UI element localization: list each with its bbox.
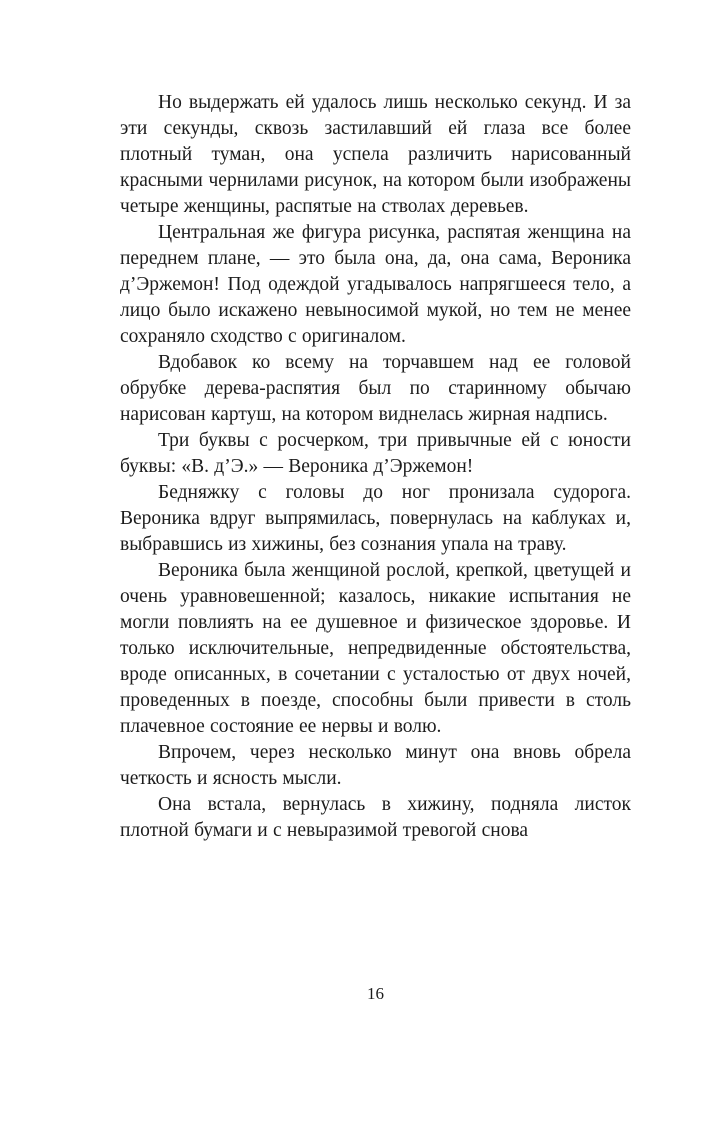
paragraph: Три буквы с росчерком, три привычные ей с юности буквы: «В. д’Э.» — Вероника д’Эржемон! [120,430,631,477]
paragraph: Вероника была женщиной рослой, крепкой, цветущей и очень уравновешенной; казалось, никакие испытания не могли повлиять на ее душевное и физическое здоровье. И только исключительные, непредвиденные обстоятельства, вроде описанных, в сочетании с усталостью от двух ночей, проведенных в поезде, способны были привести в столь плачевное состояние ее нервы и волю. [120,560,631,737]
paragraph: Но выдержать ей удалось лишь несколько секунд. И за эти секунды, сквозь застилавший ей глаза все более плотный туман, она успела различить нарисованный красными чернилами рисунок, на котором были изображены четыре женщины, распятые на стволах деревьев. [120,92,631,217]
paragraph: Впрочем, через несколько минут она вновь обрела четкость и ясность мысли. [120,742,631,789]
paragraph: Центральная же фигура рисунка, распятая женщина на переднем плане, — это была она, да, она сама, Вероника д’Эржемон! Под одеждой угадывалось напрягшееся тело, а лицо было искажено невыносимой мукой, но тем не менее сохраняло сходство с оригиналом. [120,222,631,347]
page-text [120,90,631,844]
paragraph: Вдобавок ко всему на торчавшем над ее головой обрубке дерева-распятия был по старинному обычаю нарисован картуш, на котором виднелась жирная надпись. [120,352,631,425]
paragraph: Она встала, вернулась в хижину, подняла листок плотной бумаги и с невыразимой тревогой снова [120,794,631,841]
paragraph: Бедняжку с головы до ног пронизала судорога. Вероника вдруг выпрямилась, повернулась на каблуках и, выбравшись из хижины, без сознания упала на траву. [120,482,631,555]
page-number: 16 [367,984,384,1003]
